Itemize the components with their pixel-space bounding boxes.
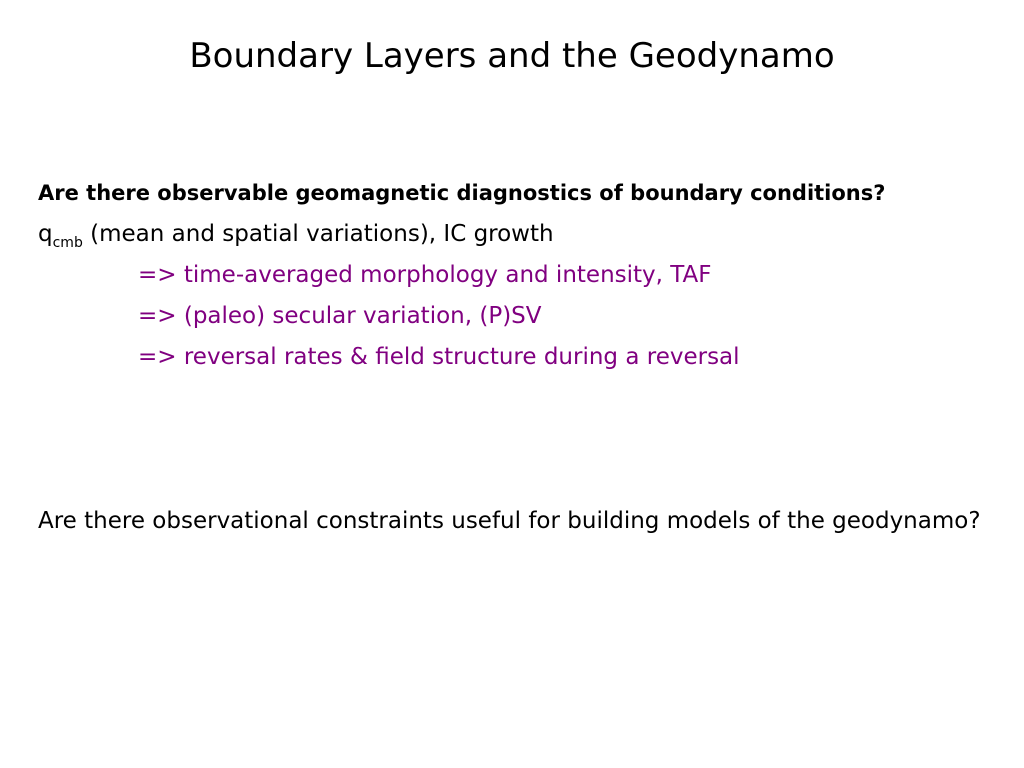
question-constraints: Are there observational constraints useful for building models of the geodynamo? bbox=[38, 508, 981, 534]
arrow-item-psv: => (paleo) secular variation, (P)SV bbox=[138, 303, 542, 329]
qcmb-line bbox=[38, 218, 554, 259]
qcmb-subscript: cmb bbox=[52, 235, 83, 251]
qcmb-symbol: q bbox=[38, 221, 53, 247]
slide-title: Boundary Layers and the Geodynamo bbox=[189, 36, 835, 76]
arrow-item-taf: => time-averaged morphology and intensity, TAF bbox=[138, 262, 712, 288]
arrow-item-reversal: => reversal rates & field structure during a reversal bbox=[138, 344, 740, 370]
qcmb-text: (mean and spatial variations), IC growth bbox=[90, 221, 554, 247]
question-diagnostics: Are there observable geomagnetic diagnostics of boundary conditions? bbox=[38, 181, 886, 205]
